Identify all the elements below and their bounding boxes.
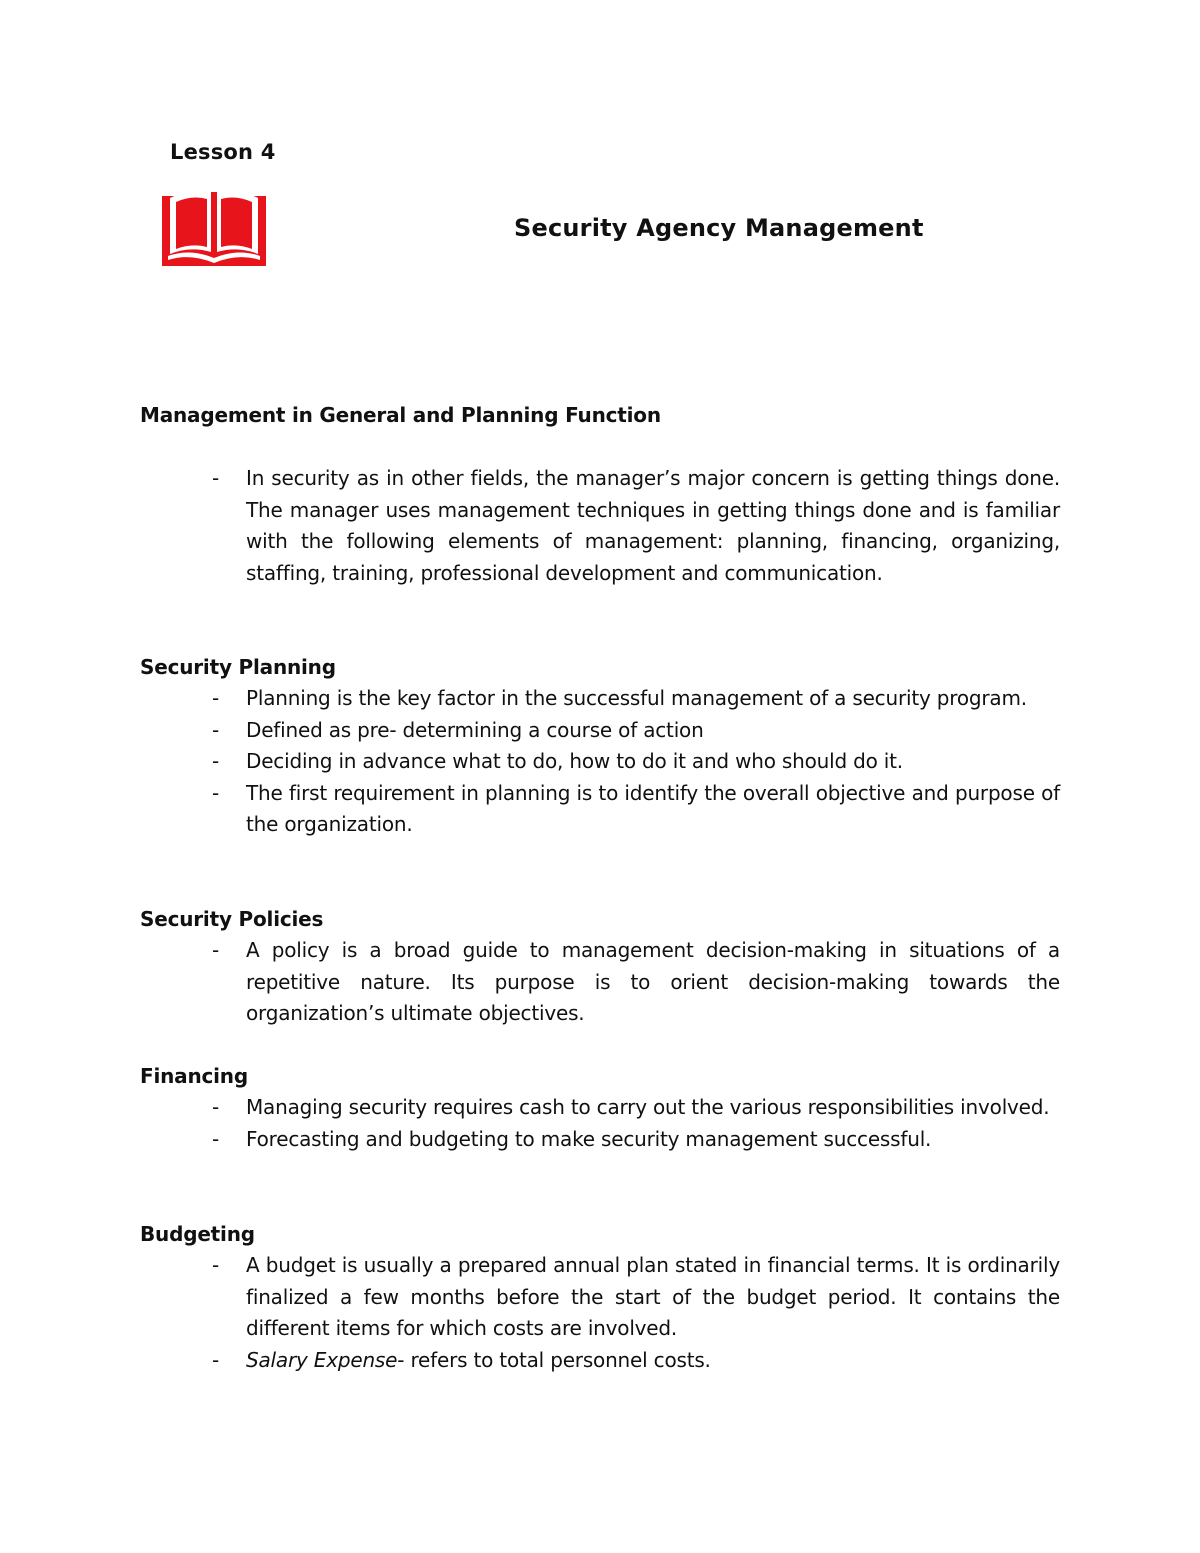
list-item xyxy=(140,1124,1060,1156)
bullet-marker: - xyxy=(212,1347,220,1372)
bullet-text: Defined as pre- determining a course of action xyxy=(246,717,704,742)
bullet-text: The first requirement in planning is to identify the overall objective and purpose of the organization. xyxy=(246,780,1060,836)
bullet-list xyxy=(140,1092,1060,1155)
bullet-text: Deciding in advance what to do, how to do it and who should do it. xyxy=(246,749,903,773)
bullet-list xyxy=(140,1250,1060,1376)
book-icon xyxy=(162,186,266,266)
section-heading: Financing xyxy=(140,1064,248,1088)
bullet-marker: - xyxy=(212,1253,220,1277)
section-management-general xyxy=(140,400,1060,589)
list-item xyxy=(140,746,1060,778)
bullet-marker: - xyxy=(212,1095,220,1119)
bullet-marker: - xyxy=(212,749,220,773)
bullet-marker: - xyxy=(212,780,220,805)
list-item xyxy=(140,778,1060,841)
bullet-list xyxy=(140,463,1060,589)
bullet-text: Planning is the key factor in the successful management of a security program. xyxy=(246,686,1027,710)
list-item xyxy=(140,1345,1060,1377)
list-item xyxy=(140,463,1060,589)
bullet-text-salary-expense xyxy=(246,1345,1060,1377)
bullet-text: A budget is usually a prepared annual plan stated in financial terms. It is ordinarily finalized a few months before the start of the budget period. It contains the different items for which costs are involved. xyxy=(246,1253,1060,1340)
section-heading: Security Planning xyxy=(140,655,336,679)
lesson-label: Lesson 4 xyxy=(170,140,276,164)
list-item xyxy=(140,1092,1060,1124)
bullet-marker: - xyxy=(212,938,220,962)
section-heading: Security Policies xyxy=(140,907,324,931)
bullet-list xyxy=(140,935,1060,1030)
list-item xyxy=(140,935,1060,1030)
section-budgeting xyxy=(140,1219,1060,1376)
list-item xyxy=(140,683,1060,715)
term-salary-expense: Salary Expense xyxy=(246,1347,398,1372)
document-title: Security Agency Management xyxy=(514,214,924,242)
term-definition: - refers to total personnel costs. xyxy=(397,1347,711,1372)
bullet-marker: - xyxy=(212,686,220,710)
bullet-marker: - xyxy=(212,1126,220,1151)
list-item xyxy=(140,1250,1060,1345)
bullet-text: Forecasting and budgeting to make security management successful. xyxy=(246,1126,932,1151)
bullet-list xyxy=(140,683,1060,841)
bullet-text: A policy is a broad guide to management decision-making in situations of a repetitive nature. Its purpose is to orient decision-making towards the organization’s ultimate objectives. xyxy=(246,938,1060,1025)
section-security-planning xyxy=(140,652,1060,841)
section-heading: Management in General and Planning Function xyxy=(140,403,661,427)
bullet-marker: - xyxy=(212,466,220,490)
section-heading: Budgeting xyxy=(140,1222,255,1246)
section-security-policies xyxy=(140,904,1060,1030)
list-item xyxy=(140,715,1060,747)
bullet-marker: - xyxy=(212,717,220,742)
bullet-text: Managing security requires cash to carry out the various responsibilities involved. xyxy=(246,1095,1050,1119)
bullet-text: In security as in other fields, the manager’s major concern is getting things done. The manager uses management techniques in getting things done and is familiar with the following elements of management: planning, financing, organizing, staffing, training, professional development and communication. xyxy=(246,466,1060,585)
section-financing xyxy=(140,1061,1060,1155)
